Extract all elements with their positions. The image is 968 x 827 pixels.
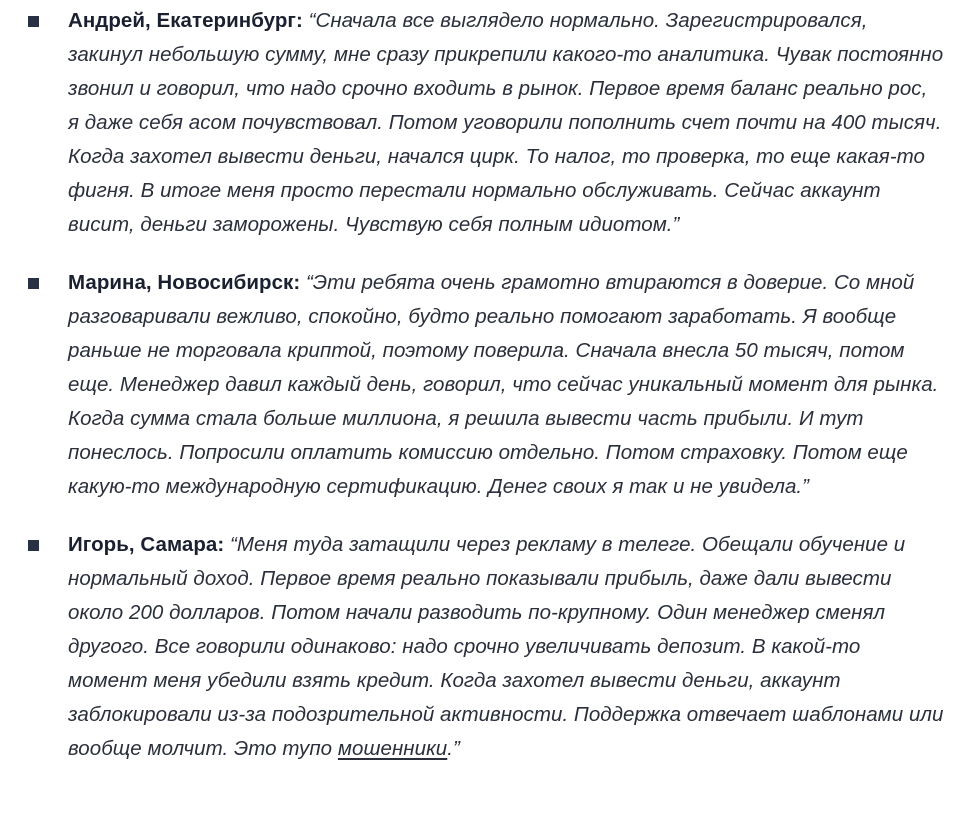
bullet-marker — [28, 540, 39, 551]
review-quote: “Эти ребята очень грамотно втираются в доверие. Со мной разговаривали вежливо, спокойно, будто реально помогают заработать. Я вообще раньше не торговала криптой, поэтому поверила. Сначала внесла 50 тысяч, потом еще. Менеджер давил каждый день, говорил, что сейчас уникальный момент для рынка. Когда сумма стала больше миллиона, я решила вывести часть прибыли. И тут понеслось. Попросили оплатить комиссию отдельно. Потом страховку. Потом еще какую-то международную сертификацию. Денег своих я так и не увидела.” — [68, 271, 939, 498]
review-item-andrey — [0, 4, 968, 242]
review-list — [0, 4, 968, 766]
review-quote — [68, 533, 944, 760]
review-quote: “Сначала все выглядело нормально. Зарегистрировался, закинул небольшую сумму, мне сразу прикрепили какого-то аналитика. Чувак постоянно звонил и говорил, что надо срочно входить в рынок. Первое время баланс реально рос, я даже себя асом почувствовал. Потом уговорили пополнить счет почти на 400 тысяч. Когда захотел вывести деньги, начался цирк. То налог, то проверка, то еще какая-то фигня. В итоге меня просто перестали нормально обслуживать. Сейчас аккаунт висит, деньги заморожены. Чувствую себя полным идиотом.” — [68, 9, 944, 236]
review-author: Андрей, Екатеринбург: — [68, 9, 309, 32]
review-item-igor — [0, 528, 968, 766]
review-item-marina — [0, 266, 968, 504]
bullet-marker — [28, 278, 39, 289]
review-quote-text: “Меня туда затащили через рекламу в телеге. Обещали обучение и нормальный доход. Первое время реально показывали прибыль, даже дали вывести около 200 долларов. Потом начали разводить по-крупному. Один менеджер сменял другого. Все говорили одинаково: надо срочно увеличивать депозит. В какой-то момент меня убедили взять кредит. Когда захотел вывести деньги, аккаунт заблокировали из-за подозрительной активности. Поддержка отвечает шаблонами или вообще молчит. Это тупо — [68, 533, 944, 760]
review-quote-end: .” — [447, 737, 460, 760]
review-author: Марина, Новосибирск: — [68, 271, 306, 294]
review-author: Игорь, Самара: — [68, 533, 230, 556]
scammers-link[interactable]: мошенники — [337, 737, 448, 760]
bullet-marker — [28, 16, 39, 27]
